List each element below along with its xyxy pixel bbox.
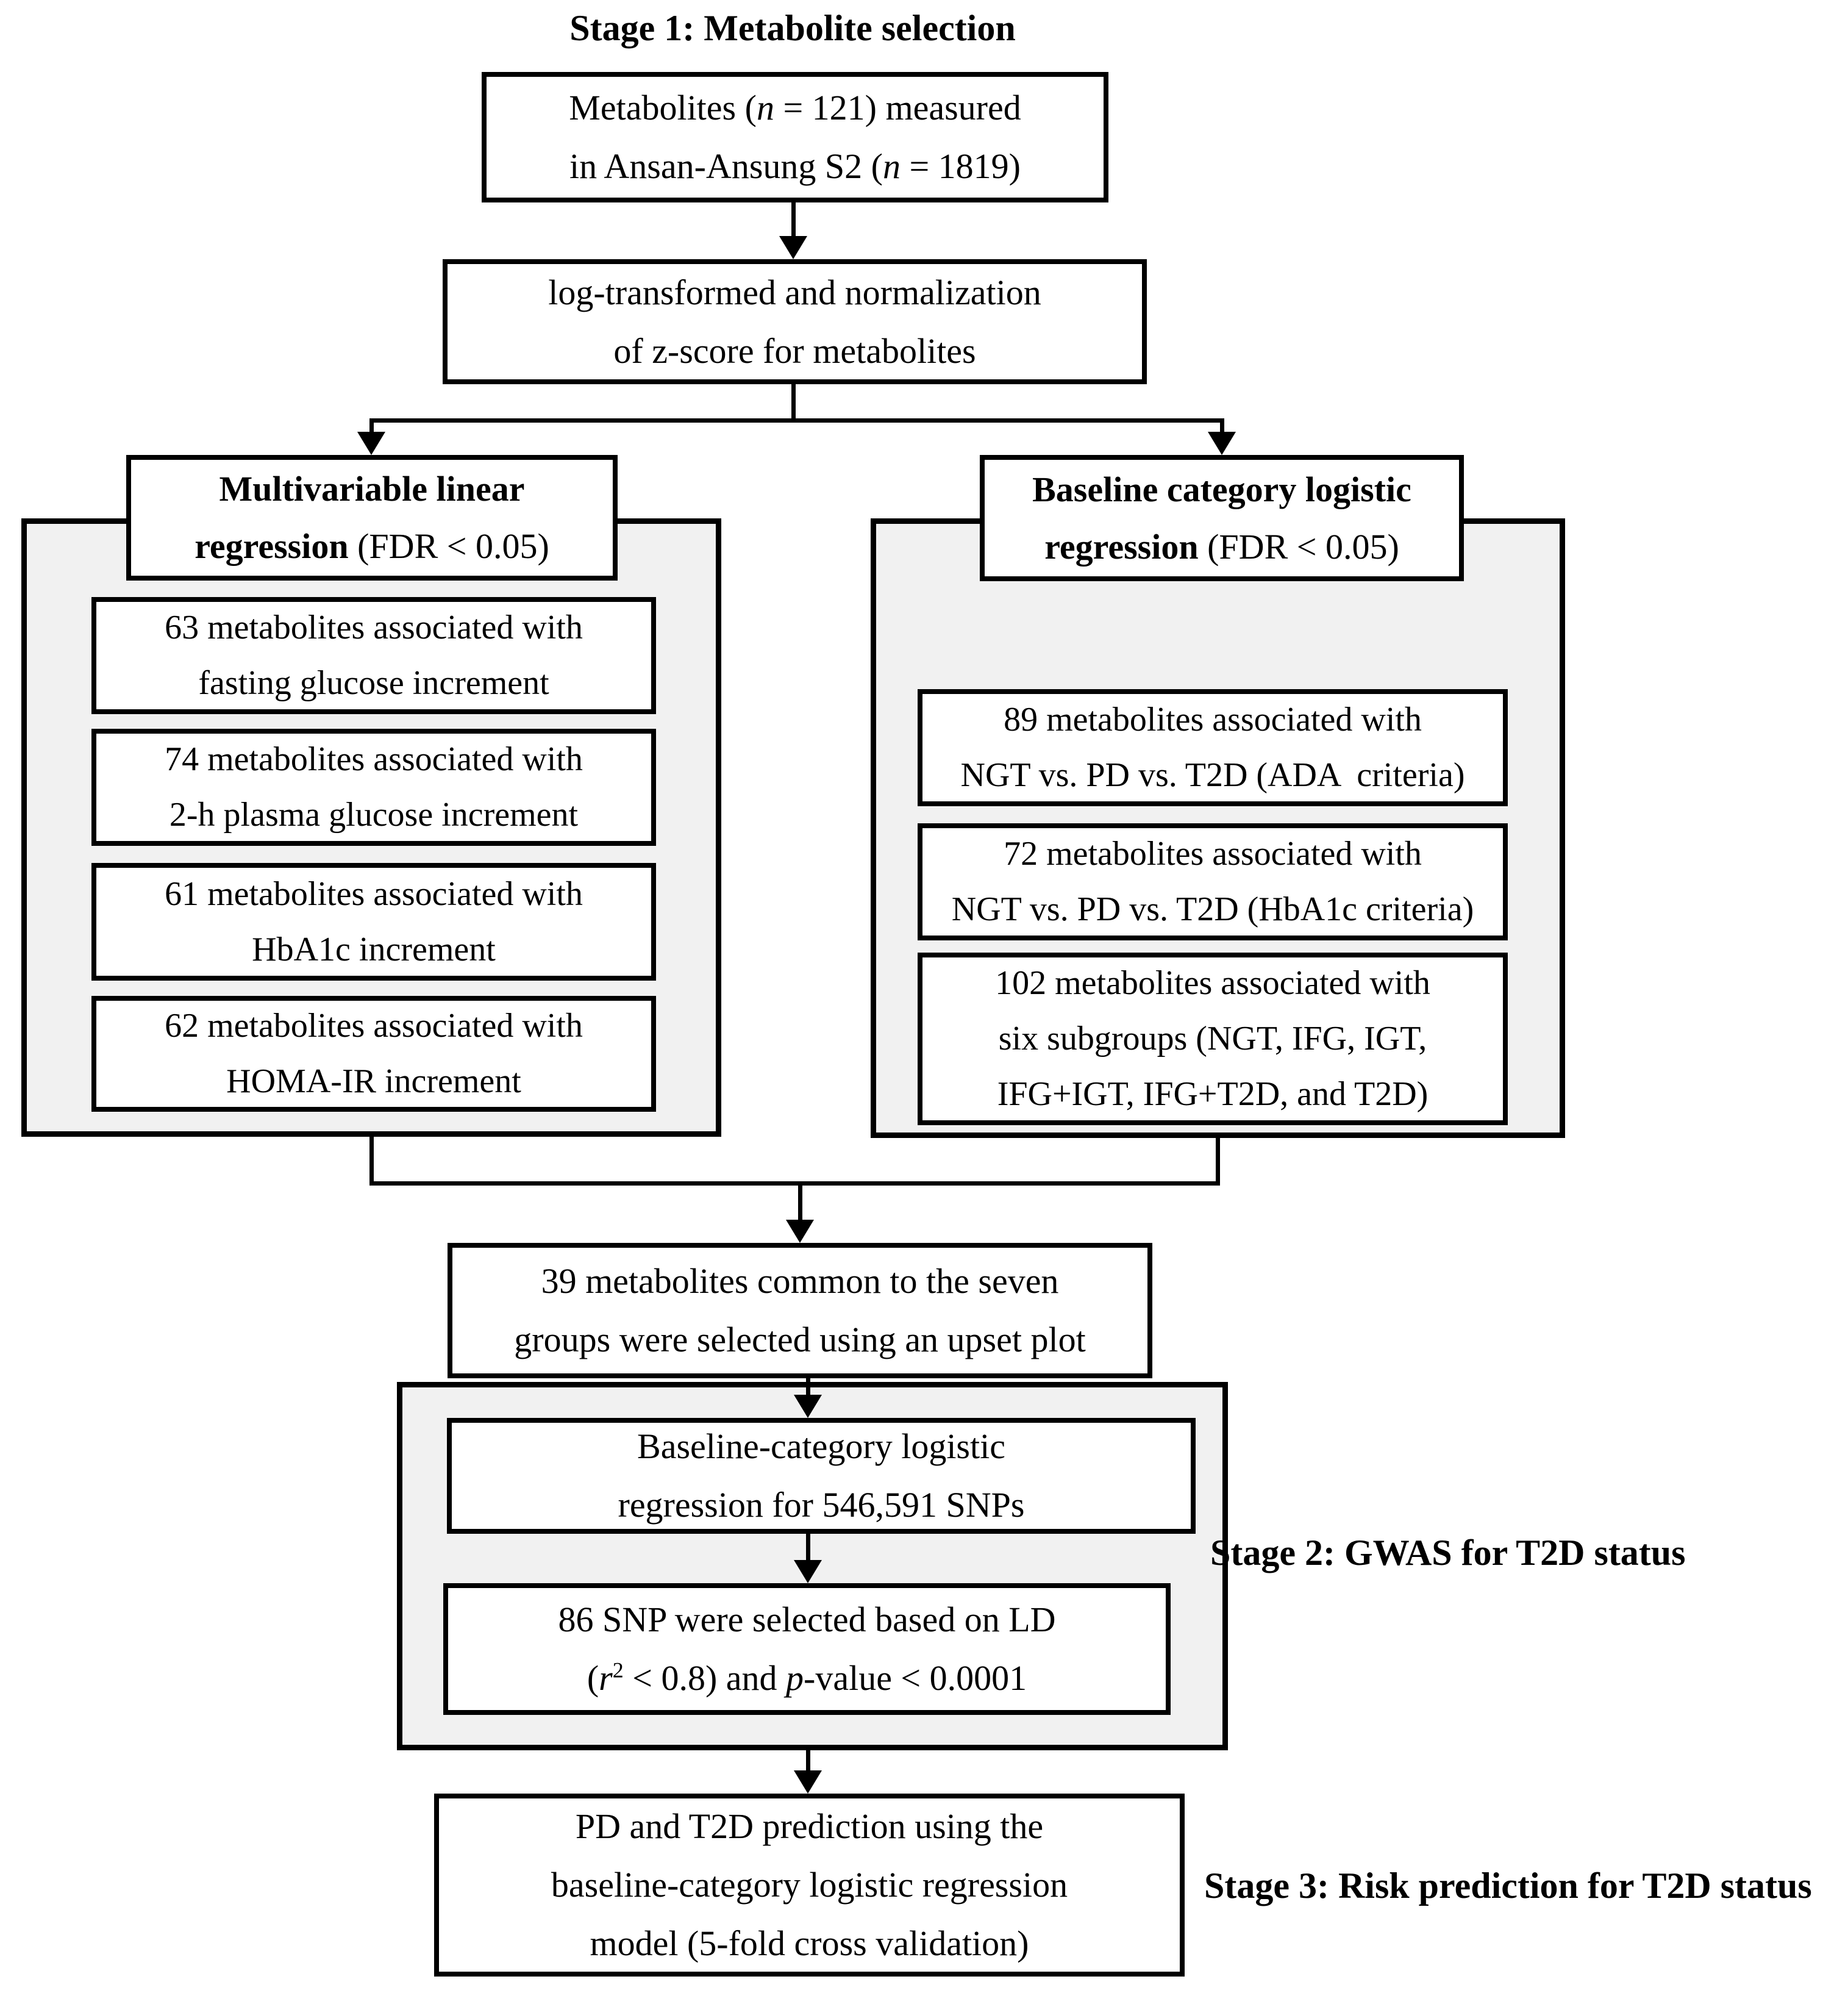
arrow-line-to-stage2 xyxy=(806,1378,810,1395)
arrowhead-to-stage2 xyxy=(794,1395,822,1418)
right-box-3-line-3: IFG+IGT, IFG+T2D, and T2D) xyxy=(997,1075,1429,1113)
right-box-3-line-1: 102 metabolites associated with xyxy=(995,964,1430,1003)
normalization-box xyxy=(443,259,1147,384)
right-box-2-line-1: 72 metabolites associated with xyxy=(1004,835,1422,873)
right-header-line-1: Baseline category logistic xyxy=(1032,469,1411,509)
gwas-regression-box xyxy=(447,1418,1196,1534)
arrowhead-to-merge-box xyxy=(786,1220,814,1243)
left-box-hba1c xyxy=(91,863,656,981)
right-box-six-subgroups xyxy=(918,953,1508,1125)
right-box-hba1c-criteria xyxy=(918,823,1508,940)
merge-horizontal-line xyxy=(369,1181,1220,1186)
left-box-1-line-1: 63 metabolites associated with xyxy=(165,609,583,647)
left-box-fasting-glucose xyxy=(91,597,656,714)
common-metabolites-line-1: 39 metabolites common to the seven xyxy=(541,1261,1059,1301)
left-box-4-line-2: HOMA-IR increment xyxy=(226,1062,521,1100)
left-header-line-1: Multivariable linear xyxy=(219,469,525,509)
merge-descender-line xyxy=(798,1186,802,1220)
arrow-line-metabolites-to-normalize xyxy=(791,202,796,236)
arrowhead-gwas-to-snp xyxy=(794,1560,822,1583)
snp-selection-box xyxy=(443,1583,1171,1715)
right-box-1-line-1: 89 metabolites associated with xyxy=(1004,701,1422,739)
left-box-2-line-1: 74 metabolites associated with xyxy=(165,740,583,779)
metabolites-measured-box xyxy=(482,72,1108,202)
metabolites-line-1: Metabolites (n = 121) measured xyxy=(569,88,1021,128)
split-horizontal-line xyxy=(369,418,1224,423)
arrowhead-metabolites-to-normalize xyxy=(779,236,807,259)
stage2-label: Stage 2: GWAS for T2D status xyxy=(1210,1533,1686,1573)
normalization-line-1: log-transformed and normalization xyxy=(548,272,1041,312)
left-box-2h-plasma-glucose xyxy=(91,729,656,846)
right-box-2-line-2: NGT vs. PD vs. T2D (HbA1c criteria) xyxy=(951,890,1474,928)
arrowhead-to-right-branch xyxy=(1208,432,1236,455)
left-box-1-line-2: fasting glucose increment xyxy=(198,664,549,702)
right-box-3-line-2: six subgroups (NGT, IFG, IGT, xyxy=(998,1020,1427,1058)
left-box-3-line-2: HbA1c increment xyxy=(252,930,496,968)
arrowhead-to-left-branch xyxy=(357,432,385,455)
right-header-line-2: regression (FDR < 0.05) xyxy=(1044,526,1399,567)
split-stem-line xyxy=(791,384,796,418)
gwas-box-line-1: Baseline-category logistic xyxy=(637,1426,1005,1467)
left-box-4-line-1: 62 metabolites associated with xyxy=(165,1007,583,1045)
gwas-box-line-2: regression for 546,591 SNPs xyxy=(618,1485,1025,1525)
merge-right-stub-line xyxy=(1216,1138,1220,1186)
snp-box-line-1: 86 SNP were selected based on LD xyxy=(558,1600,1056,1640)
stage3-label: Stage 3: Risk prediction for T2D status xyxy=(1204,1866,1812,1906)
prediction-line-2: baseline-category logistic regression xyxy=(551,1865,1068,1905)
normalization-line-2: of z-score for metabolites xyxy=(613,331,976,371)
stage1-title: Stage 1: Metabolite selection xyxy=(569,8,1016,48)
right-box-1-line-2: NGT vs. PD vs. T2D (ADA criteria) xyxy=(960,756,1465,794)
arrow-line-to-prediction xyxy=(806,1750,810,1770)
arrow-line-gwas-to-snp xyxy=(806,1534,810,1560)
prediction-box xyxy=(434,1794,1185,1977)
prediction-line-1: PD and T2D prediction using the xyxy=(575,1806,1044,1847)
right-branch-header-box xyxy=(980,455,1464,581)
split-right-line xyxy=(1220,418,1224,432)
prediction-line-3: model (5-fold cross validation) xyxy=(590,1923,1029,1963)
right-box-ada-criteria xyxy=(918,689,1508,806)
common-metabolites-box xyxy=(448,1243,1152,1378)
metabolites-line-2: in Ansan-Ansung S2 (n = 1819) xyxy=(569,146,1021,186)
arrowhead-to-prediction xyxy=(794,1770,822,1794)
left-box-homa-ir xyxy=(91,996,656,1112)
common-metabolites-line-2: groups were selected using an upset plot xyxy=(514,1320,1086,1359)
left-box-3-line-1: 61 metabolites associated with xyxy=(165,875,583,913)
left-branch-header-box xyxy=(126,455,618,581)
left-box-2-line-2: 2-h plasma glucose increment xyxy=(169,796,579,834)
left-header-line-2: regression (FDR < 0.05) xyxy=(194,526,549,566)
split-left-line xyxy=(369,418,374,432)
snp-box-line-2: $(r^2 < 0.8)$ and p-value < 0.0001 xyxy=(587,1658,1027,1698)
merge-left-stub-line xyxy=(369,1137,374,1186)
